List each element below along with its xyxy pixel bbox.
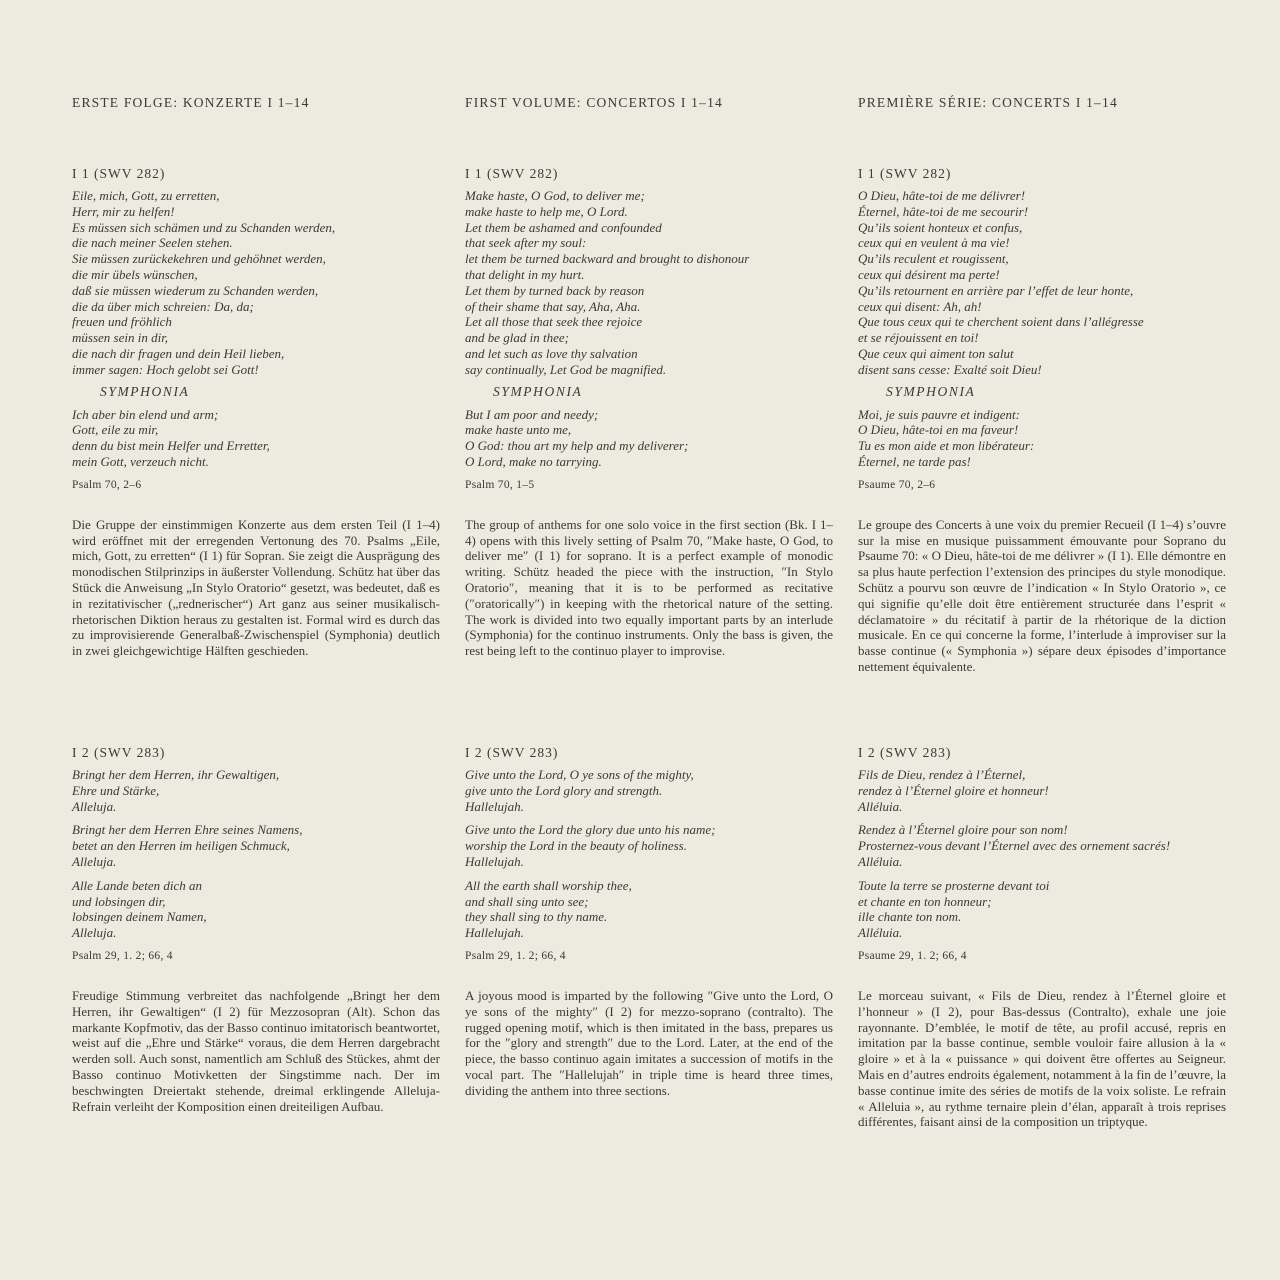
verse-line: mein Gott, verzeuch nicht. [72, 453, 209, 469]
verse-line: Alléluia. [858, 798, 903, 814]
verse-line: But I am poor and needy; [465, 406, 599, 422]
commentary: Freudige Stimmung verbreitet das nachfolgende „Bringt her dem Herren, ihr Gewaltigen“ (I 2) für Mezzosopran (Alt). Schon das markante Kopfmotiv, das der Basso continuo imitatorisch beantwortet, weist auf die „Ehre und Stärke“ voraus, die dem Herren dargebracht werden soll. Auch sonst, namentlich am Schluß des Stückes, ahmt der Basso continuo Motivketten der Singstimme nach. Der im beschwingten Dreiertakt stehende, dreimal erklingende Alleluja-Refrain verleiht der Komposition einen dreiteiligen Aufbau. [72, 987, 440, 1114]
stanza [858, 767, 1226, 814]
verse-line: Qu’ils reculent et rougissent, [858, 251, 1009, 267]
verse-line: Moi, je suis pauvre et indigent: [858, 406, 1020, 422]
verse-line: Herr, mir zu helfen! [72, 203, 175, 219]
psalm-source: Psaume 29, 1. 2; 66, 4 [858, 949, 967, 962]
stanza [465, 878, 833, 941]
verse-line: Éternel, ne tarde pas! [858, 453, 971, 469]
verse-line: Fils de Dieu, rendez à l’Éternel, [858, 767, 1026, 782]
stanza [72, 767, 440, 814]
commentary: Le groupe des Concerts à une voix du premier Recueil (I 1–4) s’ouvre sur la mise en musique puissamment émouvante pour Soprano du Psaume 70: « O Dieu, hâte-toi de me délivrer » (I 1). Elle démontre en sa plus haute perfection l’extension des principes du style monodique. Schütz a pourvu son œuvre de l’indication « In Stylo Oratorio », ce qui signifie qu’elle doit être entièrement structurée dans l’esprit « déclamatoire » du récitatif à partir de la rhétorique de la diction musicale. En ce qui concerne la forme, l’interlude à improviser sur la basse continue (« Symphonia ») sépare deux épisodes d’importance nettement équivalente. [858, 516, 1226, 674]
stanza [858, 188, 1226, 378]
verse-line: Alléluia. [858, 925, 903, 941]
verse-line: die nach dir fragen und dein Heil lieben, [72, 345, 285, 361]
verse-line: Qu’ils retournent en arrière par l’effet de leur honte, [858, 282, 1134, 298]
verse-line: Qu’ils soient honteux et confus, [858, 219, 1023, 235]
stanza [465, 188, 833, 378]
stanza [465, 767, 833, 814]
verse-line: Toute la terre se prosterne devant toi [858, 877, 1050, 893]
stanza [72, 878, 440, 941]
verse-line: müssen sein in dir, [72, 330, 169, 346]
verse-line: Give unto the Lord the glory due unto his name; [465, 822, 716, 838]
verse-line: denn du bist mein Helfer und Erretter, [72, 438, 270, 454]
verse-line: Éternel, hâte-toi de me secourir! [858, 203, 1029, 219]
verse-line: die nach meiner Seelen stehen. [72, 235, 233, 251]
verse-line: Sie müssen zurückekehren und gehöhnet werden, [72, 251, 326, 267]
verse-line: Give unto the Lord, O ye sons of the mighty, [465, 767, 694, 782]
verse-line: Hallelujah. [465, 853, 524, 869]
verse-line: immer sagen: Hoch gelobt sei Gott! [72, 361, 259, 377]
verse-line: Alleluja. [72, 925, 117, 941]
verse-line: Alleluja. [72, 798, 117, 814]
psalm-source: Psalm 29, 1. 2; 66, 4 [465, 949, 566, 962]
verses [465, 407, 833, 470]
entry-swv-282 [858, 166, 1226, 675]
entry-title: I 1 (SWV 282) [72, 166, 166, 181]
verses [72, 188, 440, 378]
verse-line: Gott, eile zu mir, [72, 422, 159, 438]
stanza [72, 188, 440, 378]
commentary: Die Gruppe der einstimmigen Konzerte aus dem ersten Teil (I 1–4) wird eröffnet mit der erregenden Vertonung des 70. Psalms „Eile, mich, Gott, zu erretten“ (I 1) für Sopran. Sie zeigt die Ausprägung des monodischen Stilprinzips in äußerster Vollendung. Schütz hat über das Stück die Anweisung „In Stylo Oratorio“ gesetzt, was bedeutet, daß es in rezitativischer („rednerischer“) Art ganz aus seiner musikalisch-rhetorischen Diktion heraus zu gestalten ist. Formal wird es durch das zu improvisierende Generalbaß-Zwischenspiel (Symphonia) deutlich in zwei gleichgewichtige Hälften geschieden. [72, 516, 440, 659]
commentary: The group of anthems for one solo voice in the first section (Bk. I 1–4) opens with this lively setting of Psalm 70, ″Make haste, O God, to deliver me″ (I 1) for soprano. It is a perfect example of monodic writing. Schütz headed the piece with the instruction, ″In Stylo Oratorio″, meaning that it is to be performed as recitative (″oratorically″) in keeping with the rhetorical nature of the setting. The work is divided into two equally important parts by an interlude (Symphonia) for the continuo instruments. Only the bass is given, the rest being left to the continuo player to improvise. [465, 516, 833, 659]
verse-line: let them be turned backward and brought to dishonour [465, 251, 750, 267]
entry-swv-282 [72, 166, 440, 659]
verses [858, 188, 1226, 378]
column-header: ERSTE FOLGE: KONZERTE I 1–14 [72, 95, 310, 110]
verse-line: ille chante ton nom. [858, 909, 962, 925]
verse-line: et chante en ton honneur; [858, 893, 992, 909]
verse-line: worship the Lord in the beauty of holiness. [465, 838, 687, 854]
verse-line: All the earth shall worship thee, [465, 877, 632, 893]
stanza [72, 822, 440, 869]
entry-swv-282 [465, 166, 833, 659]
psalm-source: Psalm 70, 1–5 [465, 478, 535, 491]
entry-title: I 2 (SWV 283) [465, 745, 559, 760]
entry-title: I 2 (SWV 283) [858, 745, 952, 760]
verse-line: that seek after my soul: [465, 235, 587, 251]
verse-line: Que tous ceux qui te cherchent soient dans l’allégresse [858, 314, 1144, 330]
stanza [858, 878, 1226, 941]
verse-line: O Dieu, hâte-toi de me délivrer! [858, 188, 1026, 203]
verse-line: make haste unto me, [465, 422, 572, 438]
verse-line: die da über mich schreien: Da, da; [72, 298, 254, 314]
verse-line: Let them by turned back by reason [465, 282, 645, 298]
column-header: PREMIÈRE SÉRIE: CONCERTS I 1–14 [858, 95, 1118, 110]
verse-line: die mir übels wünschen, [72, 266, 198, 282]
verse-line: ceux qui disent: Ah, ah! [858, 298, 982, 314]
verse-line: Eile, mich, Gott, zu erretten, [72, 188, 220, 203]
stanza [465, 822, 833, 869]
verse-line: Ich aber bin elend und arm; [72, 406, 219, 422]
commentary: A joyous mood is imparted by the following ″Give unto the Lord, O ye sons of the mighty″ (I 2) for mezzo-soprano (contralto). The rugged opening motif, which is then imitated in the bass, prepares us for the ″glory and strength″ due to the Lord. Later, at the end of the piece, the basso continuo again imitates a succession of motifs in the vocal part. The ″Hallelujah″ in triple time is heard three times, dividing the anthem into three sections. [465, 987, 833, 1098]
verse-line: Ehre und Stärke, [72, 782, 160, 798]
stanza [858, 822, 1226, 869]
verse-line: ceux qui en veulent à ma vie! [858, 235, 1010, 251]
verse-line: and shall sing unto see; [465, 893, 589, 909]
verse-line: Rendez à l’Éternel gloire pour son nom! [858, 822, 1068, 838]
verse-line: say continually, Let God be magnified. [465, 361, 667, 377]
psalm-source: Psalm 29, 1. 2; 66, 4 [72, 949, 173, 962]
entry-title: I 1 (SWV 282) [858, 166, 952, 181]
verse-line: that delight in my hurt. [465, 266, 585, 282]
verse-line: O God: thou art my help and my deliverer; [465, 438, 689, 454]
verse-line: Hallelujah. [465, 925, 524, 941]
verse-line: freuen und fröhlich [72, 314, 172, 330]
verse-line: Bringt her dem Herren, ihr Gewaltigen, [72, 767, 280, 782]
entry-title: I 2 (SWV 283) [72, 745, 166, 760]
entry-title: I 1 (SWV 282) [465, 166, 559, 181]
verse-line: Alle Lande beten dich an [72, 877, 202, 893]
entry-swv-283 [72, 745, 440, 1114]
stanza [465, 407, 833, 470]
verse-line: O Dieu, hâte-toi en ma faveur! [858, 422, 1019, 438]
verse-line: ceux qui désirent ma perte! [858, 266, 1000, 282]
stanza [72, 407, 440, 470]
verse-line: O Lord, make no tarrying. [465, 453, 602, 469]
verses [858, 407, 1226, 470]
column-header: FIRST VOLUME: CONCERTOS I 1–14 [465, 95, 723, 110]
verse-line: Hallelujah. [465, 798, 524, 814]
verse-line: Bringt her dem Herren Ehre seines Namens, [72, 822, 303, 838]
verse-line: daß sie müssen wiederum zu Schanden werden, [72, 282, 319, 298]
verse-line: lobsingen deinem Namen, [72, 909, 207, 925]
verse-line: Prosternez-vous devant l’Éternel avec des ornement sacrés! [858, 838, 1171, 854]
verse-line: give unto the Lord glory and strength. [465, 782, 663, 798]
verse-line: und lobsingen dir, [72, 893, 166, 909]
verse-line: disent sans cesse: Exalté soit Dieu! [858, 361, 1042, 377]
verse-line: Let them be ashamed and confounded [465, 219, 662, 235]
verse-line: et se réjouissent en toi! [858, 330, 979, 346]
verses [72, 767, 440, 941]
psalm-source: Psaume 70, 2–6 [858, 478, 936, 491]
commentary: Le morceau suivant, « Fils de Dieu, rendez à l’Éternel gloire et l’honneur » (I 2), pour Bas-dessus (Contralto), exhale une joie rayonnante. D’emblée, le motif de tête, au profil accusé, repris en imitation par la basse continue, semble vouloir faire allusion à la « gloire » et à la « puissance » qui doivent être offertes au Seigneur. Mais en d’autres endroits également, notamment à la fin de l’œuvre, la basse continue imite des séries de motifs de la voix soliste. Le refrain « Alleluia », au rythme ternaire plein d’élan, apparaît à trois reprises différentes, faisant ainsi de la composition un triptyque. [858, 987, 1226, 1130]
stanza [858, 407, 1226, 470]
verse-line: Tu es mon aide et mon libérateur: [858, 438, 1035, 454]
verse-line: they shall sing to thy name. [465, 909, 608, 925]
verses [72, 407, 440, 470]
verse-line: Make haste, O God, to deliver me; [465, 188, 645, 203]
verse-line: Let all those that seek thee rejoice [465, 314, 643, 330]
verse-line: Alleluja. [72, 853, 117, 869]
verse-line: make haste to help me, O Lord. [465, 203, 628, 219]
symphonia-label: SYMPHONIA [886, 383, 976, 399]
verse-line: and be glad in thee; [465, 330, 569, 346]
verses [858, 767, 1226, 941]
symphonia-label: SYMPHONIA [100, 383, 190, 399]
verse-line: of their shame that say, Aha, Aha. [465, 298, 641, 314]
verse-line: Es müssen sich schämen und zu Schanden werden, [72, 219, 336, 235]
entry-swv-283 [858, 745, 1226, 1130]
verse-line: and let such as love thy salvation [465, 345, 638, 361]
verse-line: Alléluia. [858, 853, 903, 869]
verses [465, 188, 833, 378]
verse-line: Que ceux qui aiment ton salut [858, 345, 1014, 361]
entry-swv-283 [465, 745, 833, 1099]
symphonia-label: SYMPHONIA [493, 383, 583, 399]
verses [465, 767, 833, 941]
verse-line: betet an den Herren im heiligen Schmuck, [72, 838, 290, 854]
psalm-source: Psalm 70, 2–6 [72, 478, 142, 491]
verse-line: rendez à l’Éternel gloire et honneur! [858, 782, 1049, 798]
